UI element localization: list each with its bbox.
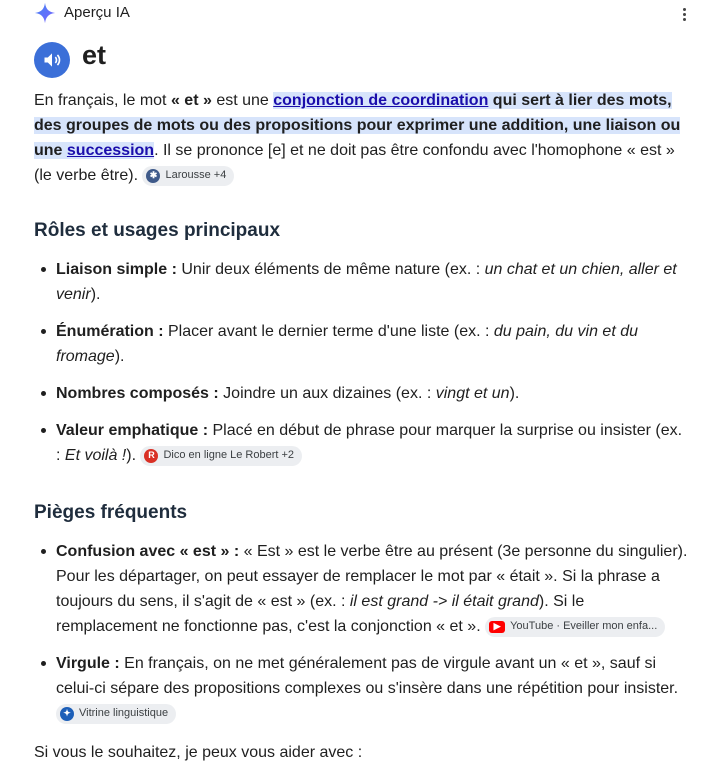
headword: et	[82, 40, 107, 70]
item-label: Énumération :	[56, 323, 164, 340]
item-example: vingt et un	[435, 385, 510, 402]
item-text: ).	[126, 447, 141, 464]
pitfalls-list	[34, 539, 689, 726]
item-label: Liaison simple :	[56, 261, 177, 278]
item-label: Valeur emphatique :	[56, 422, 209, 439]
section-title: Pièges fréquents	[34, 502, 188, 523]
item-label: Virgule :	[56, 655, 120, 672]
robert-icon: R	[144, 449, 158, 463]
item-example: Et voilà !	[64, 447, 127, 464]
item-label: Confusion avec « est » :	[56, 543, 240, 560]
more-vert-icon[interactable]	[674, 3, 694, 25]
intro-text: est une	[211, 92, 274, 109]
overview-title: Aperçu IA	[64, 4, 130, 21]
footer-text: Si vous le souhaitez, je peux vous aider avec :	[34, 744, 363, 761]
item-text: Placer avant le dernier terme d'une liste (ex. :	[163, 323, 494, 340]
intro-text: En français, le mot	[34, 92, 171, 109]
list-item	[56, 381, 689, 406]
item-example: un chat et un chien, aller et venir	[56, 261, 677, 303]
chip-label: Dico en ligne Le Robert +2	[163, 449, 295, 462]
item-text: ). Si le remplacement ne fonctionne pas, c'est la conjonction « et ».	[56, 593, 585, 635]
item-text: Unir deux éléments de même nature (ex. :	[176, 261, 485, 278]
item-label: Nombres composés :	[56, 385, 219, 402]
intro-text: . Il se prononce [e] et ne doit pas être confondu avec l'homophone « est » (le verbe être).	[34, 142, 675, 184]
item-text: Placé en début de phrase pour marquer la surprise ou insister (ex. :	[56, 422, 683, 464]
larousse-icon: ✱	[146, 169, 160, 183]
intro-bold: « et »	[170, 92, 212, 109]
source-chip[interactable]	[485, 617, 665, 637]
item-text: « Est » est le verbe être au présent (3e personne du singulier). Pour les départager, on peut essayer de remplacer le mot par « était ». Si la phrase a toujours du sens, il s'agit de « est » (ex. :	[56, 543, 688, 610]
source-chip[interactable]	[142, 166, 234, 186]
usage-list	[34, 257, 689, 468]
item-example: du pain, du vin et du fromage	[56, 323, 638, 365]
gemini-spark-icon	[34, 2, 56, 24]
item-text: ).	[509, 385, 520, 402]
list-item	[56, 418, 689, 468]
item-text: En français, on ne met généralement pas de virgule avant un « et », sauf si celui-ci sépare des propositions complexes ou s'insère dans une répétition pour insister.	[56, 655, 679, 697]
item-example: il est grand -> il était grand	[349, 593, 539, 610]
chip-label: Vitrine linguistique	[79, 707, 169, 720]
top-bar	[0, 0, 720, 30]
list-item	[56, 651, 689, 726]
source-chip[interactable]	[140, 446, 302, 466]
source-chip[interactable]	[56, 704, 176, 724]
intro-paragraph	[34, 88, 689, 188]
youtube-icon: ▶	[489, 621, 505, 633]
list-item	[56, 319, 689, 369]
section-title: Rôles et usages principaux	[34, 220, 281, 241]
chip-label: Larousse +4	[165, 169, 227, 182]
item-text: Joindre un aux dizaines (ex. :	[218, 385, 436, 402]
item-text: ).	[114, 348, 125, 365]
list-item	[56, 257, 689, 307]
volume-icon[interactable]	[34, 42, 70, 78]
intro-highlight: qui sert à lier des mots, des groupes de mots ou des propositions pour exprimer une addition, une liaison ou une	[34, 92, 681, 159]
chip-label: YouTube · Eveiller mon enfa...	[510, 620, 658, 633]
definition-link[interactable]: conjonction de coordination	[273, 92, 489, 109]
succession-link[interactable]: succession	[66, 142, 155, 159]
list-item	[56, 539, 689, 639]
main-content	[34, 88, 689, 765]
item-text: ).	[90, 286, 101, 303]
vitrine-icon: ✦	[60, 707, 74, 721]
